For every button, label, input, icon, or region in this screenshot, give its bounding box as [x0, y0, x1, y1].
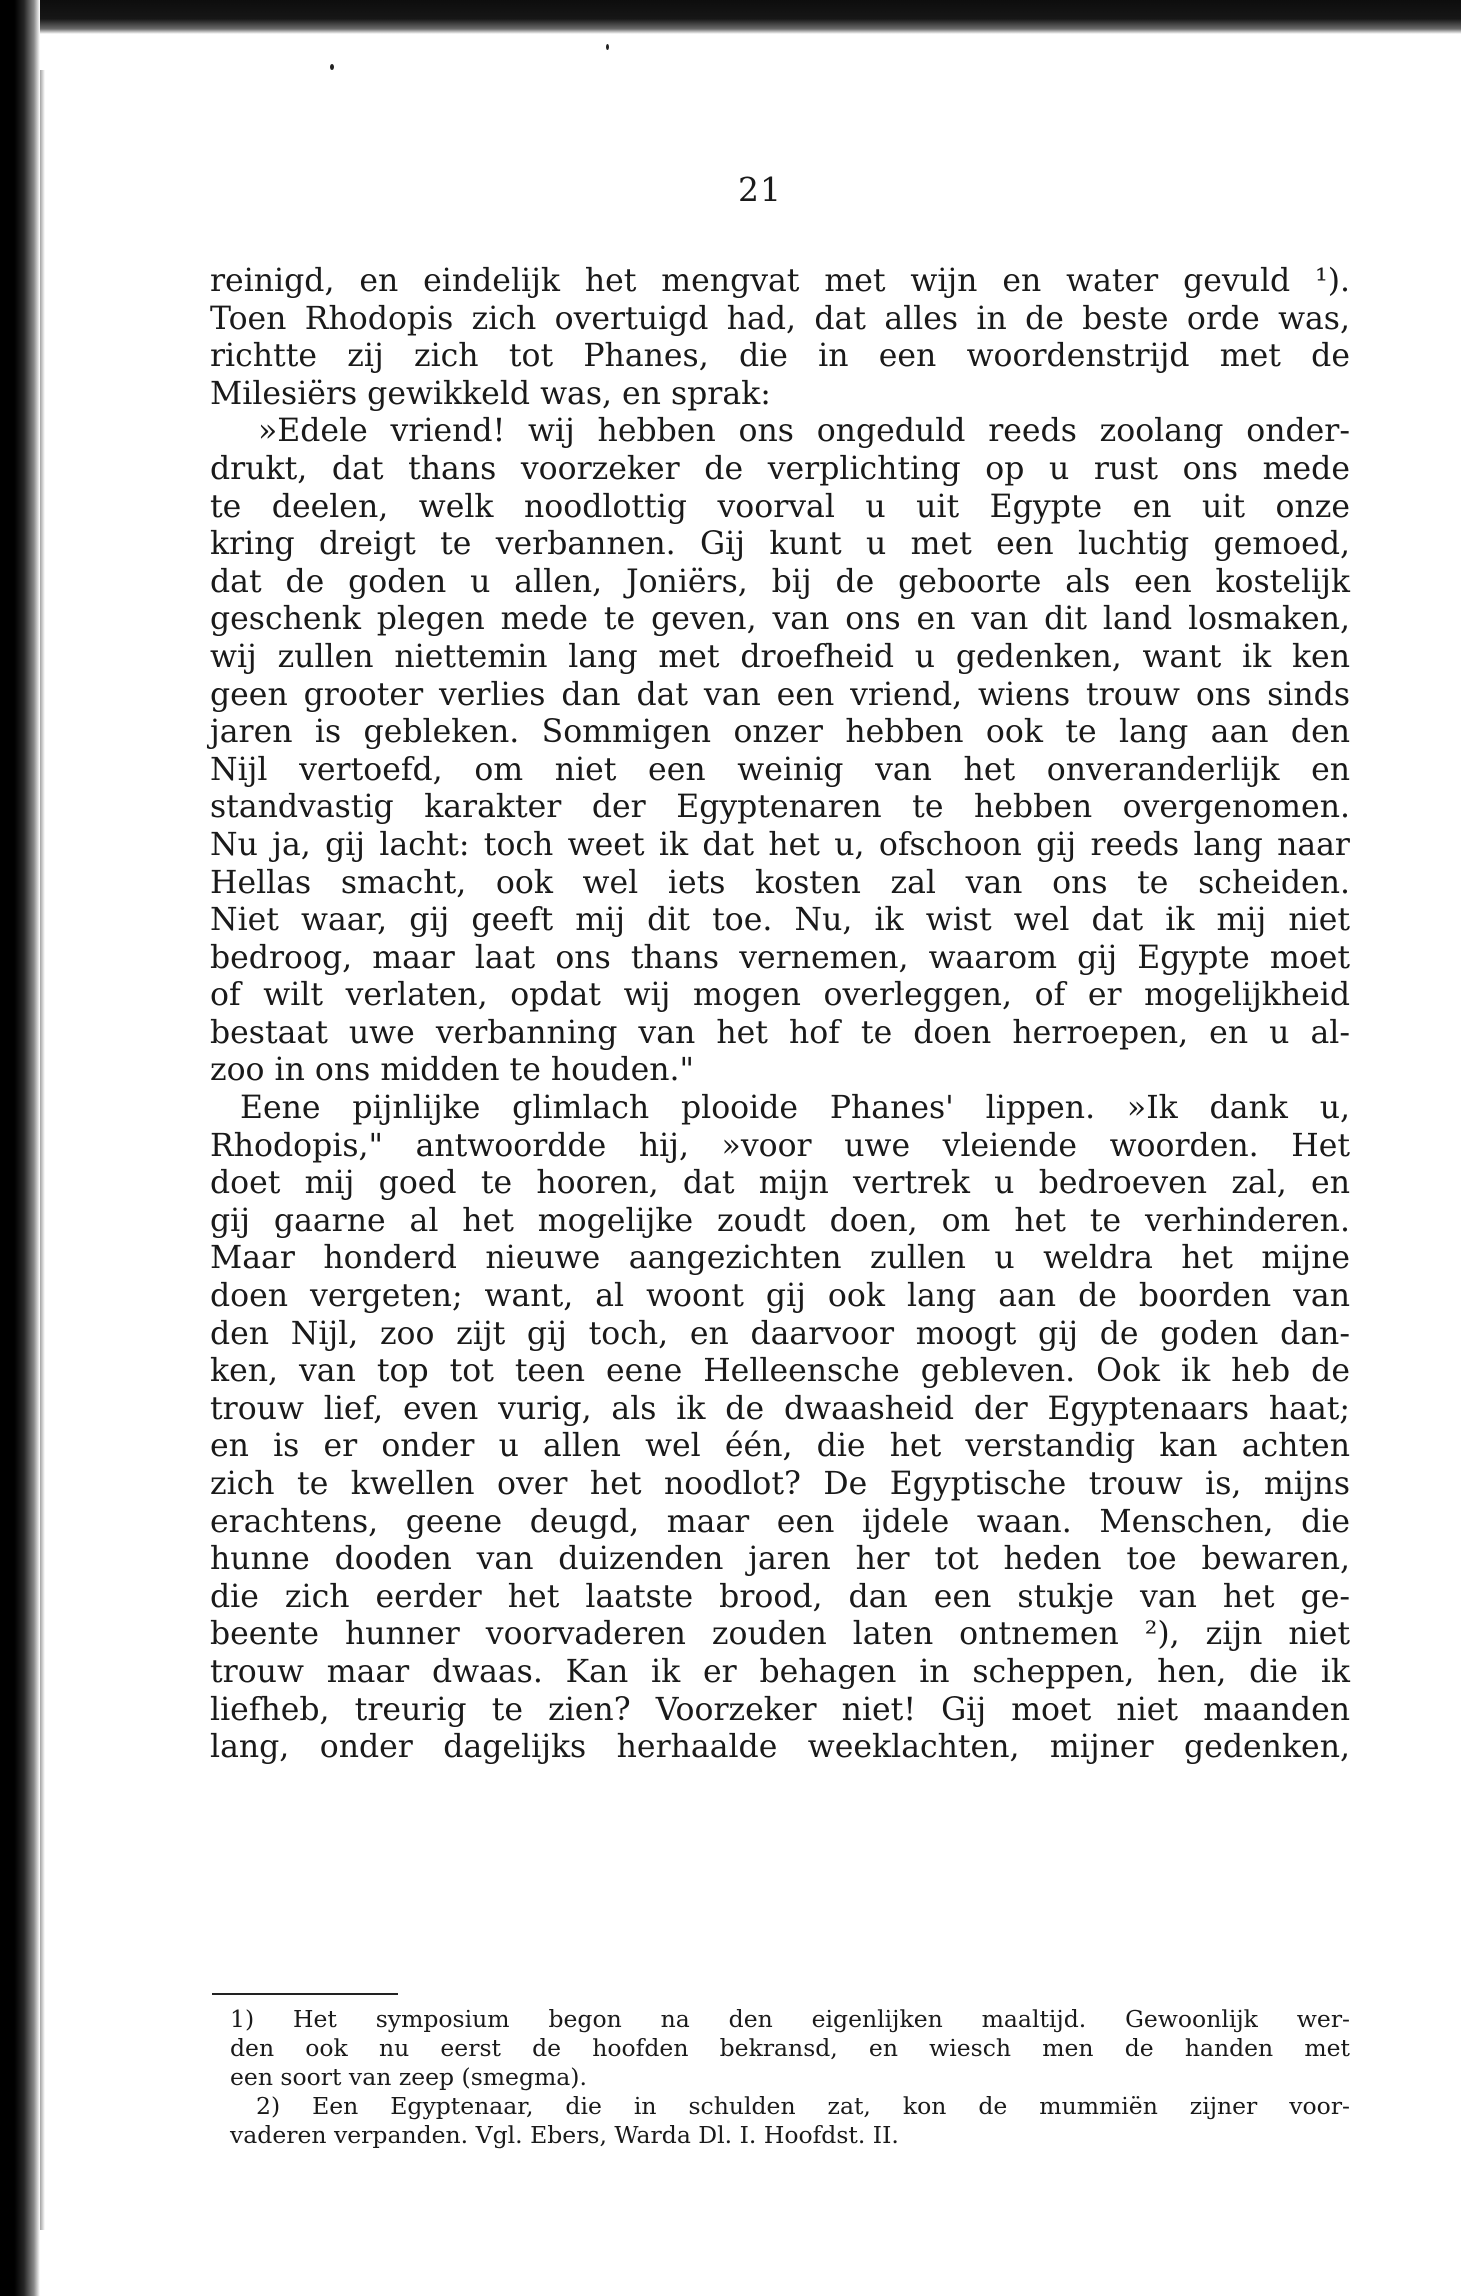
text-line: Nu ja, gij lacht: toch weet ik dat het u, ofschoon gij reeds lang naar [210, 826, 1350, 863]
text-line: hunne dooden van duizenden jaren her tot heden toe bewaren, [210, 1541, 1350, 1578]
text-line: lang, onder dagelijks herhaalde weeklachten, mijner gedenken, [210, 1729, 1350, 1766]
footnotes [230, 2005, 1350, 2150]
text-line: Hellas smacht, ook wel iets kosten zal van ons te scheiden. [210, 864, 1350, 901]
footnote-line: een soort van zeep (smegma). [230, 2063, 587, 2091]
body-text [210, 263, 1350, 1767]
page-number: 21 [738, 170, 782, 209]
footnote-line: den ook nu eerst de hoofden bekransd, en wiesch men de handen met [230, 2034, 1350, 2062]
text-line: Rhodopis," antwoordde hij, »voor uwe vleiende woorden. Het [210, 1127, 1350, 1164]
text-line: Maar honderd nieuwe aangezichten zullen u weldra het mijne [210, 1240, 1350, 1277]
text-line: dat de goden u allen, Joniërs, bij de geboorte als een kostelijk [210, 563, 1350, 600]
text-line: liefheb, treurig te zien? Voorzeker niet! Gij moet niet maanden [210, 1691, 1350, 1728]
scan-speck [330, 64, 334, 70]
scan-edge-left [0, 0, 40, 2296]
text-line: kring dreigt te verbannen. Gij kunt u met een luchtig gemoed, [210, 526, 1350, 563]
text-line: zoo in ons midden te houden." [210, 1052, 695, 1089]
text-line: trouw maar dwaas. Kan ik er behagen in scheppen, hen, die ik [210, 1653, 1350, 1690]
text-line: Niet waar, gij geeft mij dit toe. Nu, ik wist wel dat ik mij niet [210, 902, 1350, 939]
scan-shadow [40, 70, 45, 2230]
scan-speck [606, 44, 609, 50]
text-line: standvastig karakter der Egyptenaren te hebben overgenomen. [210, 789, 1350, 826]
text-line: Milesiërs gewikkeld was, en sprak: [210, 375, 771, 412]
text-line: of wilt verlaten, opdat wij mogen overleggen, of er mogelijkheid [210, 977, 1350, 1014]
text-line: ken, van top tot teen eene Helleensche gebleven. Ook ik heb de [210, 1353, 1350, 1390]
text-line: te deelen, welk noodlottig voorval u uit Egypte en uit onze [210, 488, 1350, 525]
text-line: gij gaarne al het mogelijke zoudt doen, om het te verhinderen. [210, 1202, 1350, 1239]
text-line: reinigd, en eindelijk het mengvat met wijn en water gevuld ¹). [210, 263, 1350, 299]
text-line: jaren is gebleken. Sommigen onzer hebben ook te lang aan den [210, 714, 1350, 751]
text-line: wij zullen niettemin lang met droefheid u gedenken, want ik ken [210, 638, 1350, 675]
footnote-separator [212, 1993, 398, 1995]
text-line: drukt, dat thans voorzeker de verplichting op u rust ons mede [210, 450, 1350, 487]
text-line: richtte zij zich tot Phanes, die in een woordenstrijd met de [210, 338, 1350, 375]
text-line: Nijl vertoefd, om niet een weinig van het onveranderlijk en [210, 751, 1350, 788]
footnote-line: 1) Het symposium begon na den eigenlijken maaltijd. Gewoonlijk wer- [230, 2005, 1350, 2033]
text-line: bedroog, maar laat ons thans vernemen, waarom gij Egypte moet [210, 939, 1350, 976]
text-line: zich te kwellen over het noodlot? De Egyptische trouw is, mijns [210, 1466, 1350, 1502]
text-line: beente hunner voorvaderen zouden laten ontnemen ²), zijn niet [210, 1616, 1350, 1653]
text-line: den Nijl, zoo zijt gij toch, en daarvoor moogt gij de goden dan- [210, 1315, 1350, 1352]
text-line: bestaat uwe verbanning van het hof te doen herroepen, en u al- [210, 1014, 1350, 1051]
text-line: geschenk plegen mede te geven, van ons en van dit land losmaken, [210, 601, 1350, 638]
text-line: Eene pijnlijke glimlach plooide Phanes' lippen. »Ik dank u, [240, 1090, 1350, 1127]
text-line: erachtens, geene deugd, maar een ijdele waan. Menschen, die [210, 1503, 1350, 1540]
footnote-line: vaderen verpanden. Vgl. Ebers, Warda Dl. I. Hoofdst. II. [230, 2121, 899, 2149]
footnote-line: 2) Een Egyptenaar, die in schulden zat, kon de mummiën zijner voor- [256, 2092, 1350, 2120]
text-line: geen grooter verlies dan dat van een vriend, wiens trouw ons sinds [210, 676, 1350, 713]
text-line: trouw lief, even vurig, als ik de dwaasheid der Egyptenaars haat; [210, 1390, 1350, 1427]
scan-edge-top [40, 0, 1461, 34]
text-line: doet mij goed te hooren, dat mijn vertrek u bedroeven zal, en [210, 1165, 1350, 1202]
text-line: doen vergeten; want, al woont gij ook lang aan de boorden van [210, 1278, 1350, 1315]
text-line: en is er onder u allen wel één, die het verstandig kan achten [210, 1428, 1350, 1465]
text-line: »Edele vriend! wij hebben ons ongeduld reeds zoolang onder- [258, 413, 1350, 450]
text-line: Toen Rhodopis zich overtuigd had, dat alles in de beste orde was, [210, 300, 1350, 337]
text-line: die zich eerder het laatste brood, dan een stukje van het ge- [210, 1578, 1350, 1615]
